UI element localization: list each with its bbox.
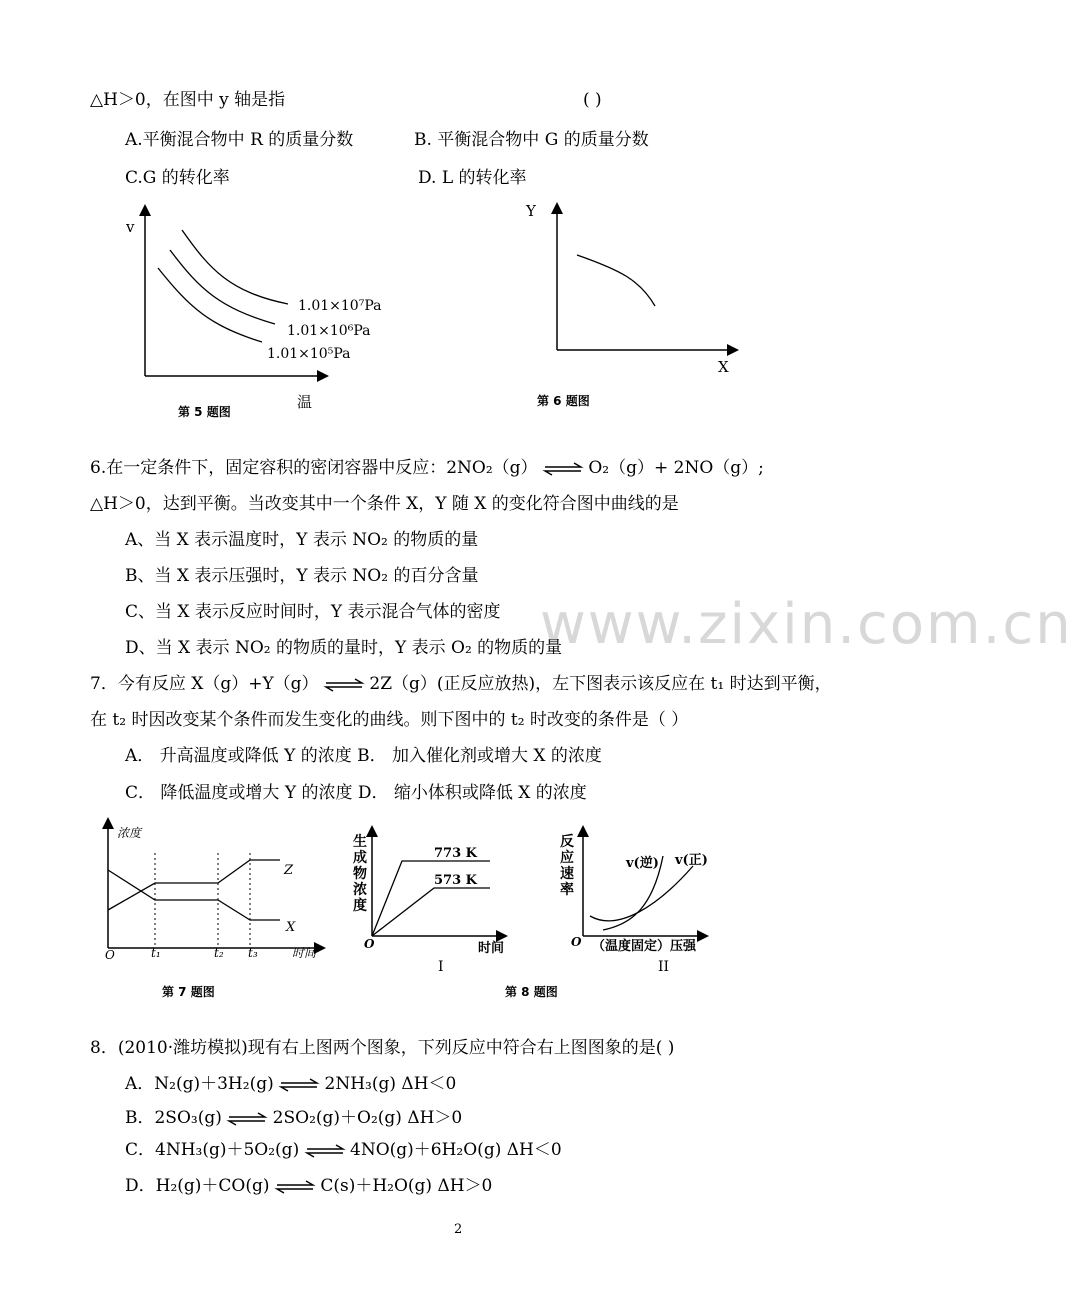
equilibrium-arrow-icon xyxy=(275,1181,315,1193)
q6-option-b: B、当 X 表示压强时，Y 表示 NO₂ 的百分含量 xyxy=(125,566,479,586)
fig7-series-x: X xyxy=(286,920,296,935)
figure-5-chart xyxy=(110,200,410,420)
q8-option-b-left: B．2SO₃(g) xyxy=(125,1108,222,1128)
q6-line-1-right: O₂（g）+ 2NO（g）; xyxy=(588,458,764,478)
fig8-2-series-reverse: v(逆) xyxy=(626,856,659,871)
figure-7-caption: 第 7 题图 xyxy=(162,985,215,999)
q8-option-b-right: 2SO₂(g)＋O₂(g) ΔH＞0 xyxy=(272,1108,463,1128)
equilibrium-arrow-icon xyxy=(324,679,364,691)
q6-line-1-left: 6.在一定条件下，固定容积的密闭容器中反应：2NO₂（g） xyxy=(90,458,538,478)
q5-stem-end: △H＞0，在图中 y 轴是指 xyxy=(90,90,286,110)
figure-8-caption: 第 8 题图 xyxy=(505,985,558,999)
q7-options-cd: C． 降低温度或增大 Y 的浓度 D． 缩小体积或降低 X 的浓度 xyxy=(125,783,587,803)
fig8-1-series-573k: 573 K xyxy=(434,873,477,888)
figure-6-chart xyxy=(520,200,750,380)
q7-options-ab: A． 升高温度或降低 Y 的浓度 B． 加入催化剂或增大 X 的浓度 xyxy=(125,746,602,766)
q8-option-b xyxy=(125,1108,462,1128)
fig8-2-curve-forward xyxy=(590,866,693,921)
fig8-1-origin: O xyxy=(364,937,375,951)
q5-option-c: C.G 的转化率 xyxy=(125,168,230,188)
q5-option-b: B. 平衡混合物中 G 的质量分数 xyxy=(414,130,649,150)
fig8-2-x-label: （温度固定）压强 xyxy=(592,939,697,954)
fig7-tick-t1: t₁ xyxy=(151,946,161,960)
q8-option-d xyxy=(125,1176,492,1196)
q7-line-2: 在 t₂ 时因改变某个条件而发生变化的曲线。则下图中的 t₂ 时改变的条件是（ ） xyxy=(90,710,689,730)
fig7-x-label: 时间 xyxy=(292,946,317,960)
fig8-2-roman: II xyxy=(658,959,670,975)
fig8-1-y-label-1: 成 xyxy=(353,850,367,866)
fig8-2-series-forward: v(正) xyxy=(675,853,708,868)
fig8-1-y-label-4: 度 xyxy=(353,898,367,914)
fig8-1-y-label-3: 浓 xyxy=(353,882,367,898)
q6-option-c: C、当 X 表示反应时间时，Y 表示混合气体的密度 xyxy=(125,602,501,622)
q7-line-1-left: 7．今有反应 X（g）+Y（g） xyxy=(90,674,319,694)
fig5-y-label: v xyxy=(126,218,135,236)
fig7-curve-z xyxy=(108,860,280,910)
fig8-2-y-label-1: 应 xyxy=(560,850,574,866)
q5-option-d: D. L 的转化率 xyxy=(418,168,527,188)
q8-stem: 8．(2010·潍坊模拟)现有右上图两个图象，下列反应中符合右上图图象的是( ) xyxy=(90,1038,675,1058)
fig8-1-x-label: 时间 xyxy=(478,941,505,956)
fig6-x-label: X xyxy=(718,358,729,376)
q8-option-a xyxy=(125,1074,456,1094)
fig8-1-curve-573k xyxy=(372,888,490,936)
q8-option-d-right: C(s)＋H₂O(g) ΔH＞0 xyxy=(320,1176,493,1196)
q6-option-a: A、当 X 表示温度时，Y 表示 NO₂ 的物质的量 xyxy=(125,530,479,550)
equilibrium-arrow-icon xyxy=(227,1113,267,1125)
fig5-series-1e6: 1.01×10⁶Pa xyxy=(287,323,371,339)
fig5-curve-1e7 xyxy=(182,230,288,304)
fig8-1-y-label-0: 生 xyxy=(353,834,367,850)
q6-option-d: D、当 X 表示 NO₂ 的物质的量时，Y 表示 O₂ 的物质的量 xyxy=(125,638,563,658)
q6-line-2: △H＞0，达到平衡。当改变其中一个条件 X，Y 随 X 的变化符合图中曲线的是 xyxy=(90,494,679,514)
figure-8-chart-1 xyxy=(352,826,522,976)
q8-option-d-left: D．H₂(g)＋CO(g) xyxy=(125,1176,270,1196)
fig7-tick-t3: t₃ xyxy=(248,946,258,960)
fig6-curve xyxy=(577,255,655,306)
figure-5-caption: 第 5 题图 xyxy=(178,405,231,419)
fig8-2-y-label-2: 速 xyxy=(560,866,574,882)
q8-option-c-right: 4NO(g)＋6H₂O(g) ΔH＜0 xyxy=(350,1140,562,1160)
fig5-x-label: 温 xyxy=(297,393,313,411)
page-number: 2 xyxy=(454,1222,463,1237)
fig8-2-y-label-0: 反 xyxy=(560,834,574,850)
fig5-series-1e7: 1.01×10⁷Pa xyxy=(298,298,382,314)
q8-option-a-left: A．N₂(g)＋3H₂(g) xyxy=(125,1074,274,1094)
watermark: www.zixin.com.cn xyxy=(540,592,1073,657)
equilibrium-arrow-icon xyxy=(279,1079,319,1091)
q8-option-c xyxy=(125,1140,562,1160)
fig6-y-label: Y xyxy=(526,202,536,220)
fig8-2-origin: O xyxy=(571,935,582,949)
fig8-1-y-label-2: 物 xyxy=(353,866,367,882)
fig7-series-z: Z xyxy=(284,863,294,878)
q8-option-c-left: C．4NH₃(g)＋5O₂(g) xyxy=(125,1140,300,1160)
fig5-series-1e5: 1.01×10⁵Pa xyxy=(267,346,351,362)
fig7-origin: O xyxy=(105,948,115,962)
fig8-2-y-label-3: 率 xyxy=(560,882,574,898)
figure-8-chart-2 xyxy=(558,826,738,976)
equilibrium-arrow-icon xyxy=(543,463,583,475)
q7-line-1 xyxy=(90,674,832,694)
fig7-tick-t2: t₂ xyxy=(214,946,224,960)
q7-line-1-right: 2Z（g）(正反应放热)，左下图表示该反应在 t₁ 时达到平衡， xyxy=(369,674,832,694)
fig7-y-label: 浓度 xyxy=(117,826,142,840)
fig8-1-roman: I xyxy=(438,959,444,975)
figure-6-caption: 第 6 题图 xyxy=(537,394,590,408)
q5-option-a: A.平衡混合物中 R 的质量分数 xyxy=(125,130,354,150)
q8-option-a-right: 2NH₃(g) ΔH＜0 xyxy=(324,1074,457,1094)
fig8-1-series-773k: 773 K xyxy=(434,846,477,861)
fig5-curve-1e5 xyxy=(158,268,262,342)
fig5-curve-1e6 xyxy=(170,250,275,324)
figure-7-chart xyxy=(98,818,338,968)
q6-line-1 xyxy=(90,458,764,478)
equilibrium-arrow-icon xyxy=(305,1145,345,1157)
q5-answer-paren: ( ) xyxy=(583,90,602,110)
